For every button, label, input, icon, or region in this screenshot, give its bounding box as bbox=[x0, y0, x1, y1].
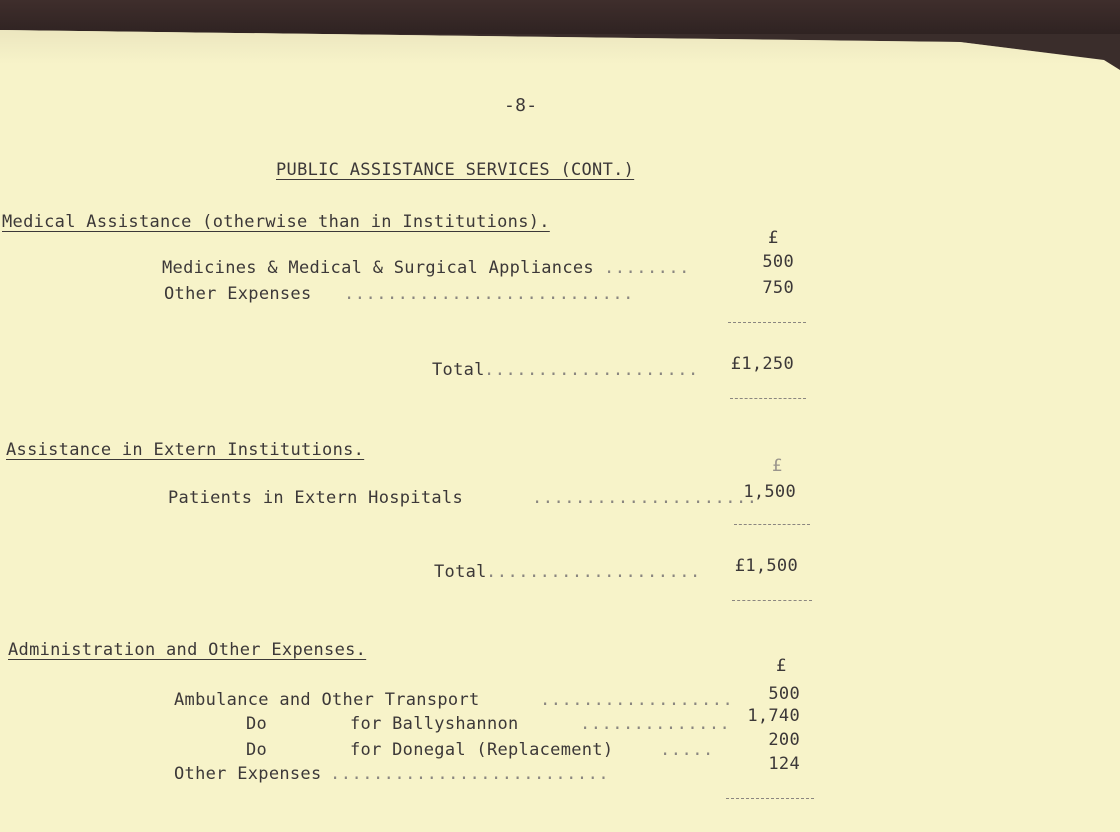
subtotal-rule bbox=[728, 322, 806, 323]
line-item-amount: 1,500 bbox=[743, 482, 796, 502]
line-item-label: Medicines & Medical & Surgical Appliances bbox=[162, 258, 594, 278]
section-title-administration: Administration and Other Expenses. bbox=[8, 640, 367, 660]
total-rule bbox=[730, 398, 806, 399]
line-item-amount: 500 bbox=[762, 252, 794, 272]
leader-dots: ..... bbox=[660, 740, 714, 760]
total-label: Total bbox=[432, 360, 485, 380]
line-item-label: Patients in Extern Hospitals bbox=[168, 488, 463, 508]
currency-symbol: £ bbox=[776, 656, 787, 676]
total-label: Total bbox=[434, 562, 487, 582]
leader-dots: .................. bbox=[540, 690, 734, 710]
section-title-extern-institutions: Assistance in Extern Institutions. bbox=[6, 440, 365, 460]
line-item-amount: 1,740 bbox=[747, 706, 800, 726]
line-item-label: Do bbox=[246, 714, 268, 734]
line-item-amount: 500 bbox=[768, 684, 800, 704]
currency-symbol: £ bbox=[772, 456, 783, 476]
line-item-amount: 200 bbox=[768, 730, 800, 750]
leader-dots: .............. bbox=[580, 714, 731, 734]
page-number: -8- bbox=[504, 95, 538, 116]
currency-symbol: £ bbox=[768, 228, 779, 248]
leader-dots: .................... bbox=[484, 360, 699, 380]
page-heading: PUBLIC ASSISTANCE SERVICES (CONT.) bbox=[276, 160, 635, 180]
total-amount: £1,500 bbox=[734, 556, 798, 576]
line-item-sublabel: for Ballyshannon bbox=[350, 714, 519, 734]
line-item-sublabel: for Donegal (Replacement) bbox=[350, 740, 614, 760]
document-page bbox=[0, 30, 1120, 832]
subtotal-rule bbox=[734, 524, 810, 525]
total-amount: £1,250 bbox=[730, 354, 794, 374]
line-item-label: Other Expenses bbox=[174, 764, 322, 784]
total-rule bbox=[732, 600, 812, 601]
page-shadow bbox=[0, 30, 1120, 64]
line-item-amount: 750 bbox=[762, 278, 794, 298]
subtotal-rule bbox=[726, 798, 814, 799]
leader-dots: ........ bbox=[604, 258, 690, 278]
leader-dots: ........................... bbox=[344, 284, 634, 304]
leader-dots: .......................... bbox=[330, 764, 610, 784]
line-item-label: Do bbox=[246, 740, 268, 760]
background-edge bbox=[0, 0, 1120, 34]
leader-dots: ..................... bbox=[532, 488, 758, 508]
line-item-amount: 124 bbox=[768, 754, 800, 774]
leader-dots: .................... bbox=[486, 562, 701, 582]
line-item-label: Ambulance and Other Transport bbox=[174, 690, 480, 710]
section-title-medical-assistance: Medical Assistance (otherwise than in Institutions). bbox=[2, 212, 550, 232]
line-item-label: Other Expenses bbox=[164, 284, 312, 304]
